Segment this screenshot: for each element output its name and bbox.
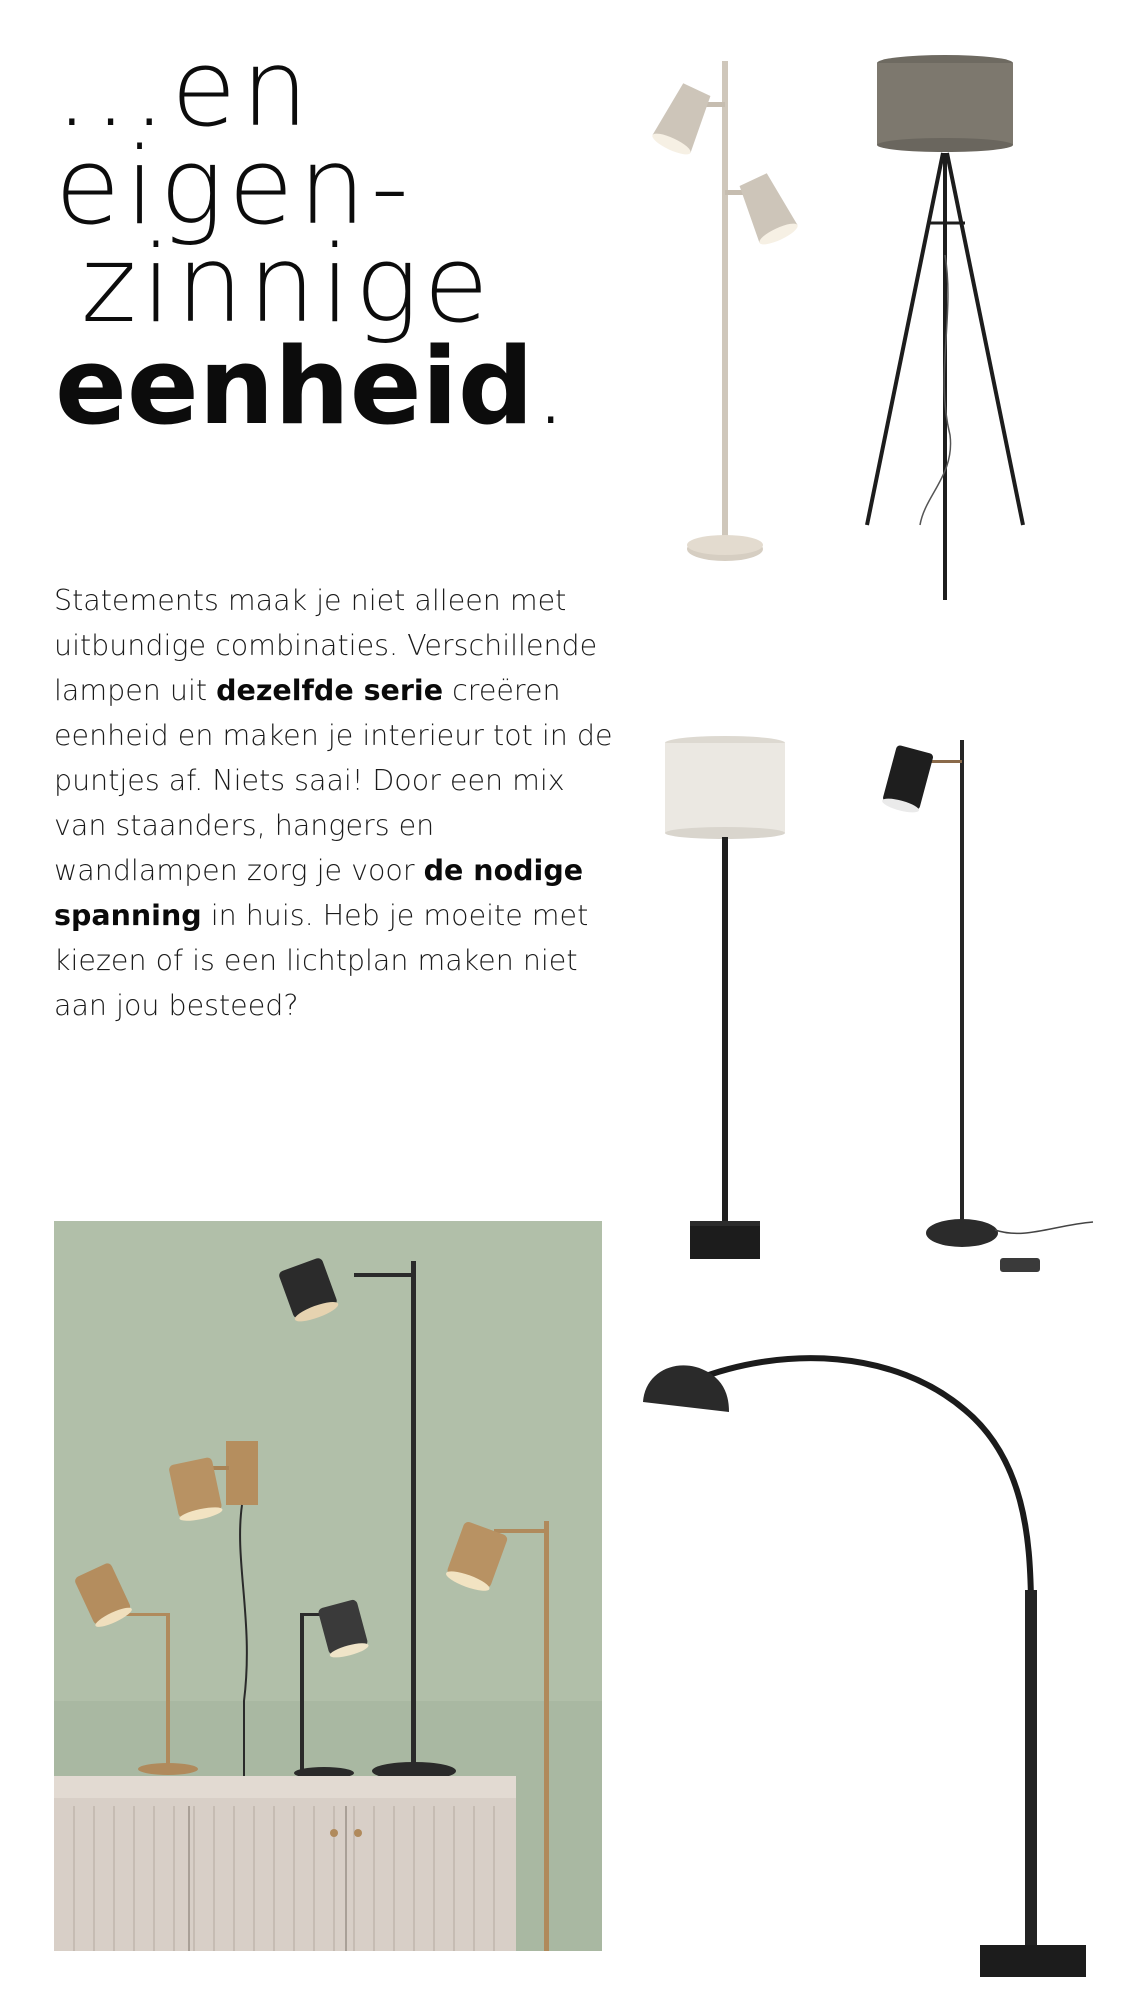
body-paragraph — [54, 578, 614, 1028]
headline-bold-word: eenheid — [55, 325, 534, 448]
body-text-1: Statements maak je niet alleen met uitbundige combinaties. Verschillende lampen uit — [54, 584, 598, 707]
body-text-2: creëren eenheid en maken je interieur tot in de puntjes af. Niets saai! Door een mix van staanders, hangers en wandlampen zorg je voor — [54, 674, 613, 887]
black-reading-floor-lamp-image — [875, 730, 1105, 1290]
twin-spot-floor-lamp-image — [640, 55, 810, 595]
headline-period: . — [533, 325, 568, 448]
headline-line-2: eigen- — [55, 125, 414, 248]
arc-floor-lamp-image — [635, 1320, 1095, 1980]
tripod-floor-lamp-image — [855, 55, 1035, 615]
headline-line-1: ...en — [55, 27, 314, 150]
body-bold-2: de nodige spanning — [54, 854, 584, 932]
headline-line-3: zinnige — [81, 223, 494, 346]
body-text-3: in huis. Heb je moeite met kiezen of is een lichtplan maken niet aan jou besteed? — [54, 899, 589, 1022]
headline — [55, 27, 615, 448]
headline-line-4 — [55, 325, 615, 448]
white-shade-floor-lamp-image — [660, 735, 790, 1265]
interior-photo — [54, 1221, 602, 1951]
body-bold-1: dezelfde serie — [216, 674, 444, 707]
